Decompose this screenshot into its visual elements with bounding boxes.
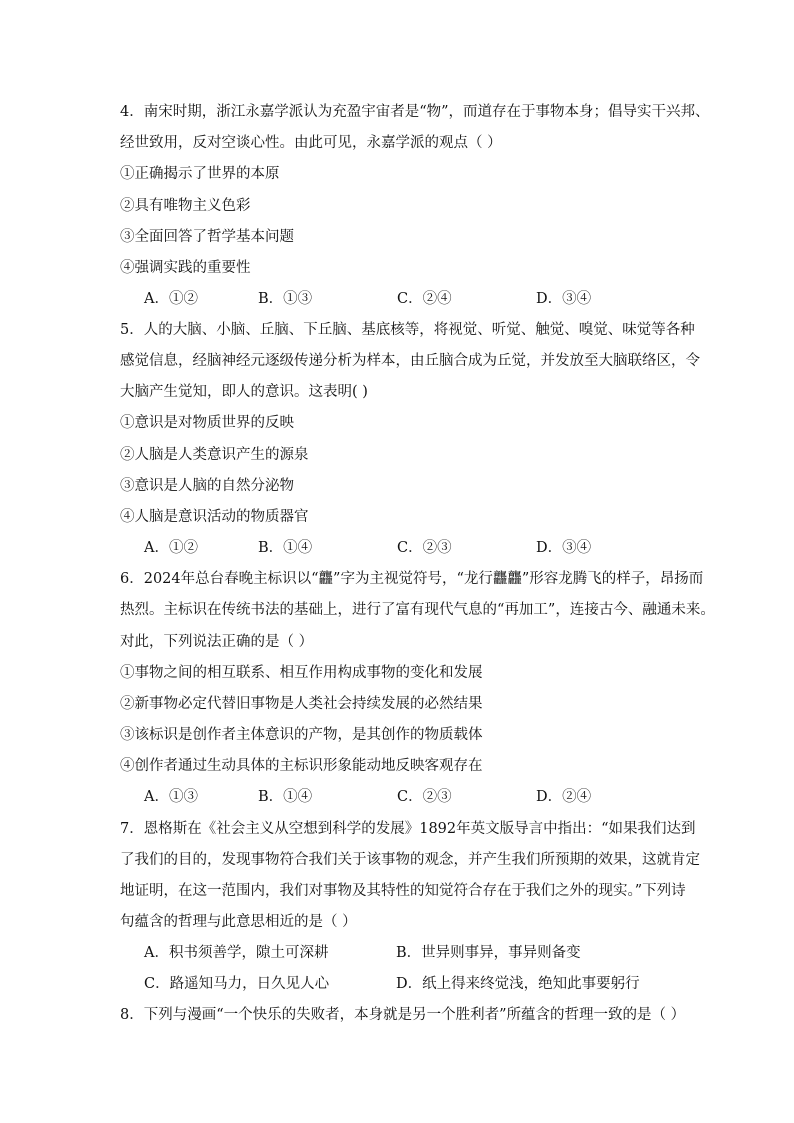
q5-item-3: ③意识是人脑的自然分泌物 [120,478,294,494]
q4-option-a: A．①② [144,291,198,307]
q6-item-1: ①事物之间的相互联系、相互作用构成事物的变化和发展 [120,665,483,681]
q6-item-3: ③该标识是创作者主体意识的产物，是其创作的物质载体 [120,727,483,743]
q6-option-a: A．①③ [144,789,198,805]
q7-option-a: A．积书须善学，隙土可深耕 [144,945,329,961]
q4-option-d: D．③④ [536,291,592,307]
q5-stem-line-2: 感觉信息，经脑神经元逐级传递分析为样本，由丘脑合成为丘觉，并发放至大脑联络区，令 [120,353,700,369]
q5-item-1: ①意识是对物质世界的反映 [120,415,294,431]
q7-option-c: C．路遥知马力，日久见人心 [144,976,330,992]
q4-item-1: ①正确揭示了世界的本原 [120,166,280,182]
q5-option-d: D．③④ [536,540,592,556]
q5-option-b: B．①④ [258,540,313,556]
q6-item-4: ④创作者通过生动具体的主标识形象能动地反映客观存在 [120,758,483,774]
q7-option-d: D．纸上得来终觉浅，绝知此事要躬行 [396,976,640,992]
q6-stem-line-3: 对此，下列说法正确的是（ ） [120,634,314,650]
q6-stem-line-1: 6．2024年总台春晚主标识以“龘”字为主视觉符号，“龙行龘龘”形容龙腾飞的样子，昂扬而 [120,571,704,587]
q5-item-4: ④人脑是意识活动的物质器官 [120,509,309,525]
q5-stem-line-3: 大脑产生觉知，即人的意识。这表明( ) [120,384,368,400]
q7-stem-line-2: 了我们的目的，发现事物符合我们关于该事物的观念，并产生我们所预期的效果，这就肯定 [120,852,700,868]
q7-option-b: B．世异则事异，事异则备变 [396,945,581,961]
q7-stem-line-3: 地证明，在这一范围内，我们对事物及其特性的知觉符合存在于我们之外的现实。”下列诗 [120,883,686,899]
q8-stem-line-1: 8．下列与漫画“一个快乐的失败者，本身就是另一个胜利者”所蕴含的哲理一致的是（ ） [120,1007,686,1023]
q6-option-d: D．②④ [536,789,592,805]
q5-option-c: C．②③ [397,540,452,556]
q6-option-b: B．①④ [258,789,313,805]
q4-item-3: ③全面回答了哲学基本问题 [120,229,294,245]
q5-stem-line-1: 5．人的大脑、小脑、丘脑、下丘脑、基底核等，将视觉、听觉、触觉、嗅觉、味觉等各种 [120,322,695,338]
q6-item-2: ②新事物必定代替旧事物是人类社会持续发展的必然结果 [120,696,483,712]
q4-item-2: ②具有唯物主义色彩 [120,198,251,214]
q4-item-4: ④强调实践的重要性 [120,260,251,276]
q4-stem-line-2: 经世致用，反对空谈心性。由此可见，永嘉学派的观点（ ） [120,135,502,151]
q7-stem-line-4: 句蕴含的哲理与此意思相近的是（ ） [120,914,357,930]
q5-option-a: A．①② [144,540,198,556]
q7-stem-line-1: 7．恩格斯在《社会主义从空想到科学的发展》1892年英文版导言中指出：“如果我们达到 [120,821,696,837]
q4-option-b: B．①③ [258,291,313,307]
q4-option-c: C．②④ [397,291,452,307]
q6-stem-line-2: 热烈。主标识在传统书法的基础上，进行了富有现代气息的“再加工”，连接古今、融通未来。 [120,602,715,618]
q4-stem-line-1: 4．南宋时期，浙江永嘉学派认为充盈宇宙者是“物”，而道存在于事物本身；倡导实干兴邦、 [120,104,710,120]
q6-option-c: C．②③ [397,789,452,805]
q5-item-2: ②人脑是人类意识产生的源泉 [120,447,309,463]
